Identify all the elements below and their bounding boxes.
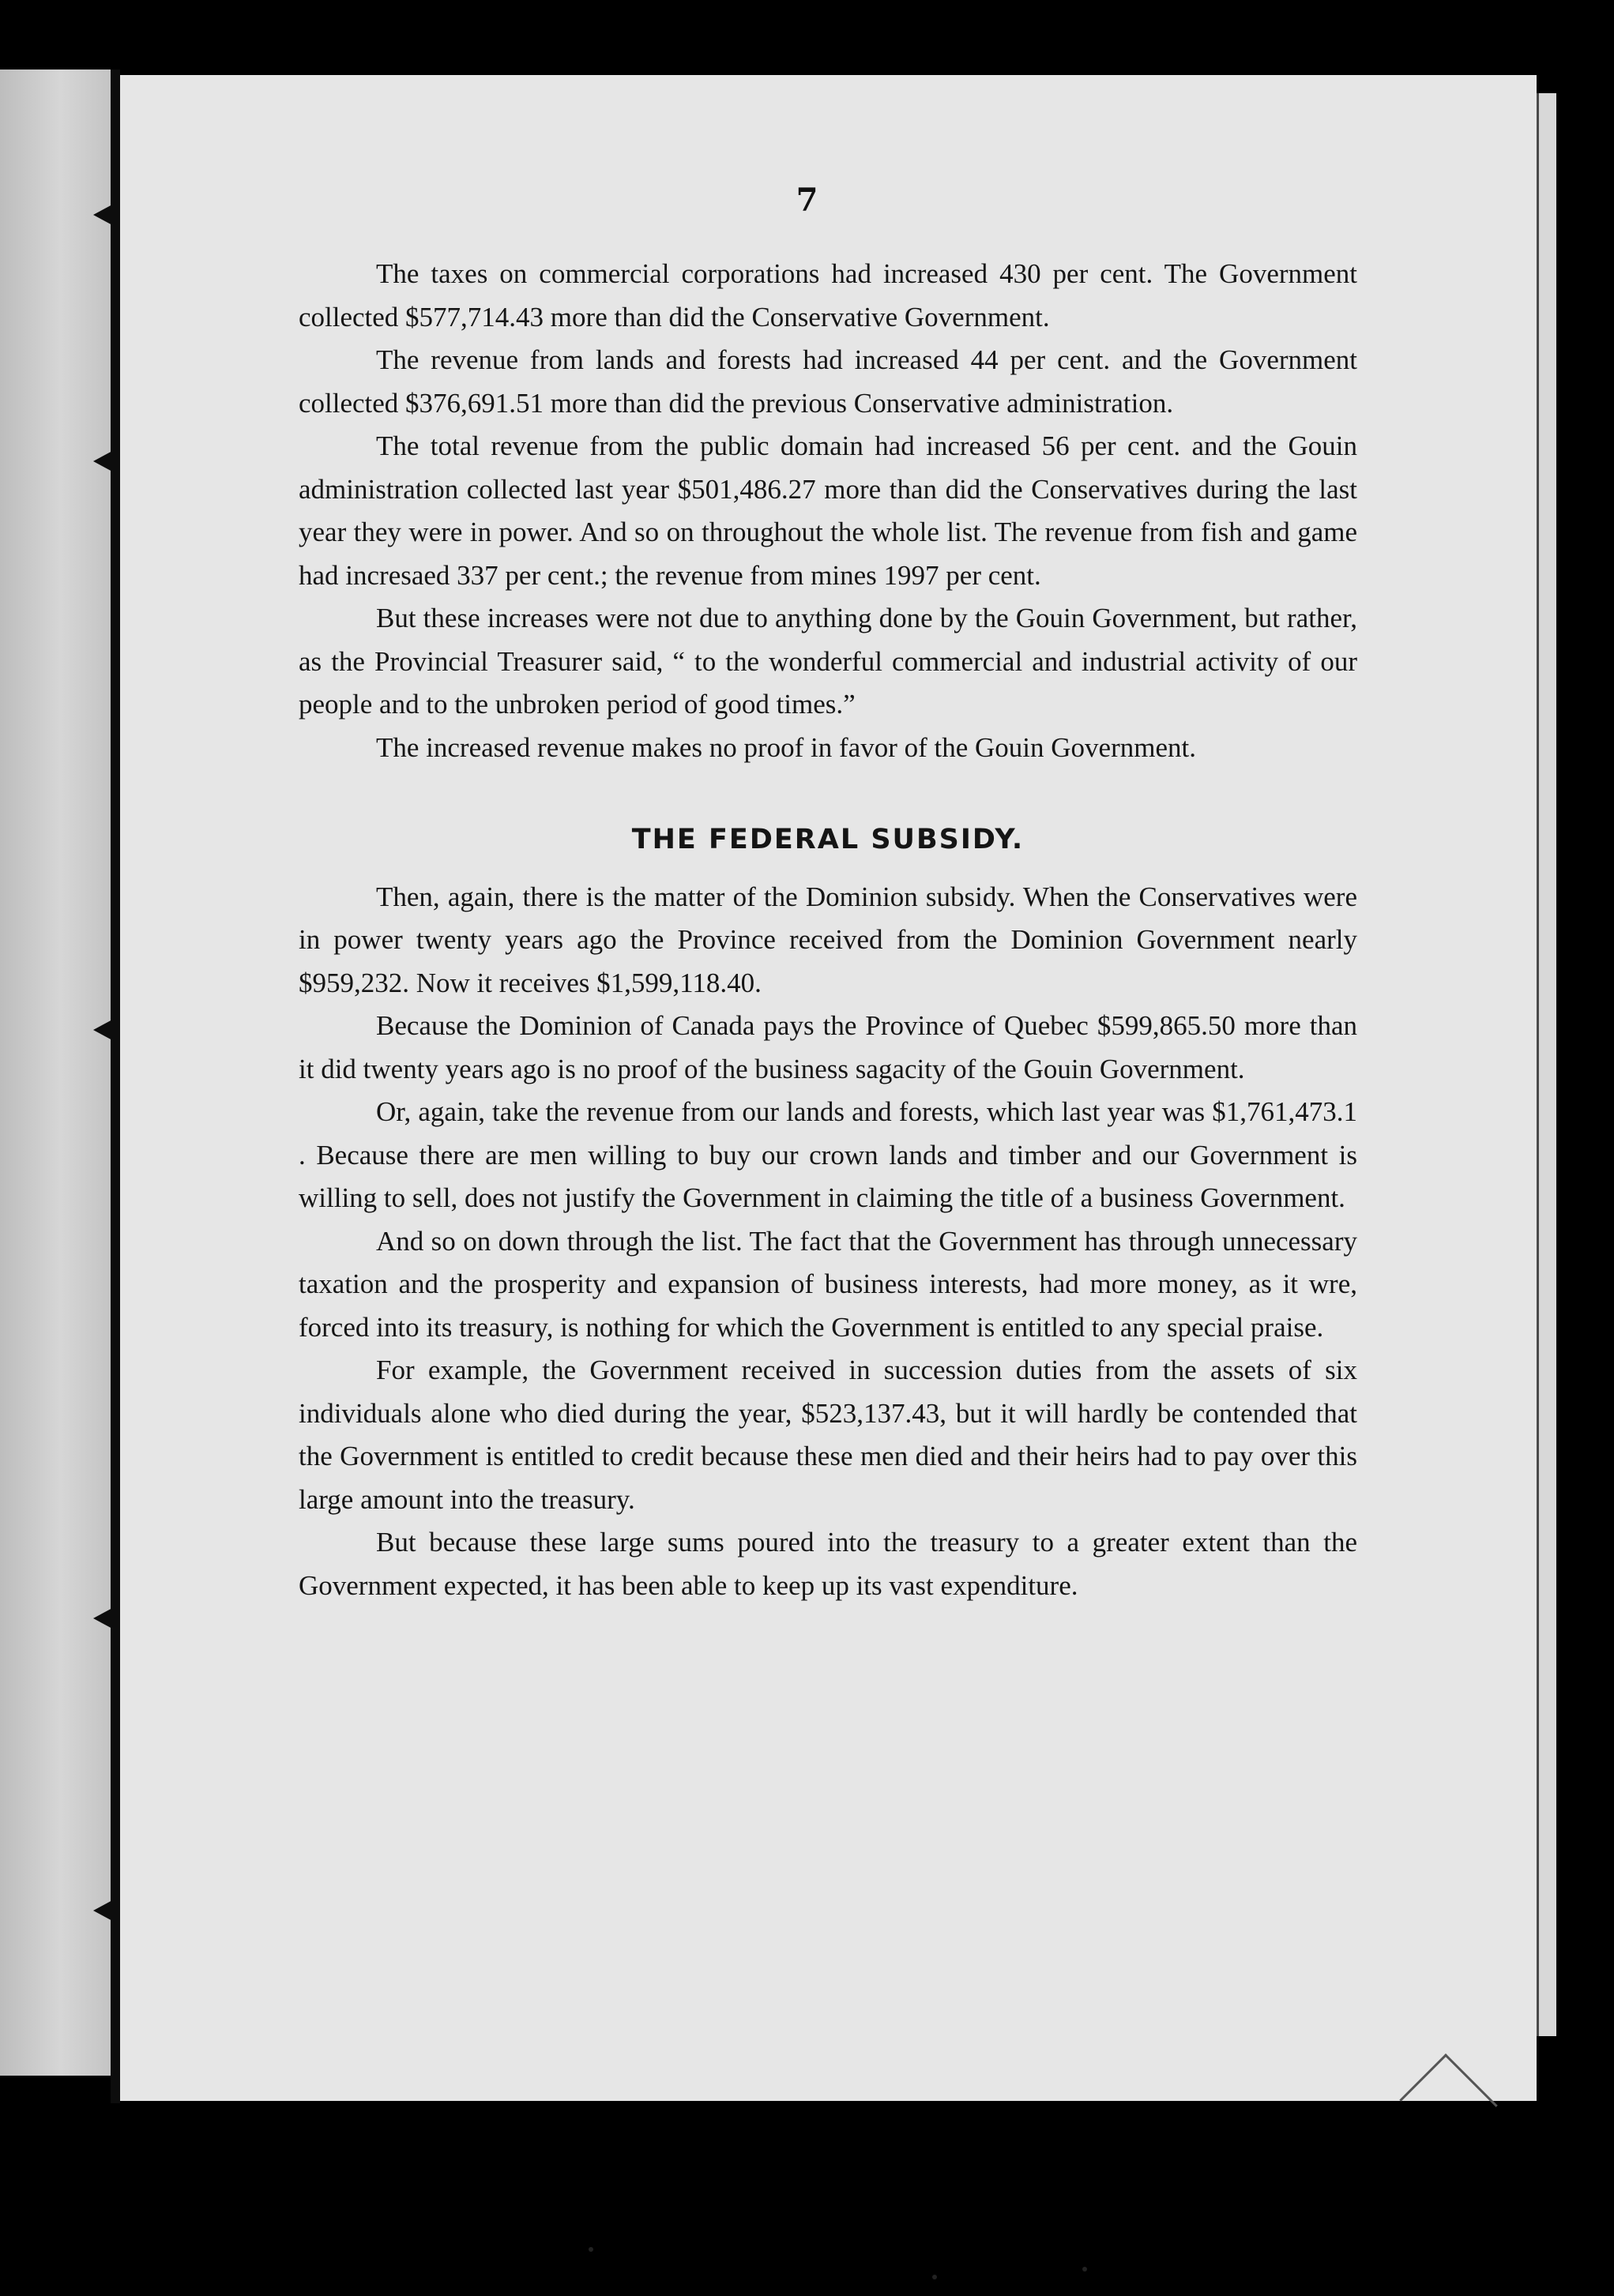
paragraph: The increased revenue makes no proof in favor of the Gouin Government. xyxy=(376,731,1196,763)
scan-speck xyxy=(589,2247,593,2252)
binding-stitch-mark xyxy=(93,1607,114,1629)
paragraph: But these increases were not due to anything done by the Gouin Government, but rather, as the Provincial Treasurer said, “ to the wonderful commercial and industrial activity of our people and to the unbroken period of good times.” xyxy=(299,603,1357,720)
section-heading: THE FEDERAL SUBSIDY. xyxy=(631,824,1025,855)
paragraph: The total revenue from the public domain had increased 56 per cent. and the Gouin administration collected last year $501,486.27 more than did the Conservatives during the last year they were in power. And so on throughout the whole list. The revenue from fish and game had incresaed 337 per cent.; the revenue from mines 1997 per cent. xyxy=(299,430,1357,591)
paragraph: For example, the Government received in succession duties from the assets of six individuals alone who died during the year, $523,137.43, but it will hardly be contended that the Government is entitled to credit because these men died and their heirs had to pay over this large amount into the treasury. xyxy=(299,1355,1357,1515)
scan-speck xyxy=(1082,2267,1087,2272)
body-text xyxy=(299,253,1357,1607)
scan-speck xyxy=(932,2275,937,2279)
paragraph: Then, again, there is the matter of the Dominion subsidy. When the Conservatives were in power twenty years ago the Province received from the Dominion Government nearly $959,232. Now it receives $1,599,118.40. xyxy=(299,881,1357,998)
paragraph: The revenue from lands and forests had increased 44 per cent. and the Government collected $376,691.51 more than did the previous Conservative administration. xyxy=(299,344,1357,419)
paragraph: And so on down through the list. The fact that the Government has through unnecessary taxation and the prosperity and expansion of business interests, had more money, as it wre, forced into its treasury, is nothing for which the Government is entitled to any special praise. xyxy=(299,1225,1357,1343)
binding-stitch-mark xyxy=(93,450,114,472)
paragraph: Or, again, take the revenue from our lands and forests, which last year was $1,761,473.1 . Because there are men willing to buy our crown lands and timber and our Government is willing to sell, does not justify the Government in claiming the title of a business Government. xyxy=(299,1096,1357,1213)
paragraph: The taxes on commercial corporations had increased 430 per cent. The Government collected $577,714.43 more than did the Conservative Government. xyxy=(299,258,1357,333)
page-number: 7 xyxy=(796,182,818,219)
facing-page-edge xyxy=(0,70,111,2076)
binding-spine xyxy=(111,70,120,2103)
binding-stitch-mark xyxy=(93,1900,114,1922)
paragraph: But because these large sums poured into the treasury to a greater extent than the Government expected, it has been able to keep up its vast expenditure. xyxy=(299,1527,1357,1601)
paragraph: Because the Dominion of Canada pays the Province of Quebec $599,865.50 more than it did twenty years ago is no proof of the business sagacity of the Gouin Government. xyxy=(299,1010,1357,1084)
page-edge xyxy=(1537,93,1556,2036)
binding-stitch-mark xyxy=(93,1019,114,1041)
